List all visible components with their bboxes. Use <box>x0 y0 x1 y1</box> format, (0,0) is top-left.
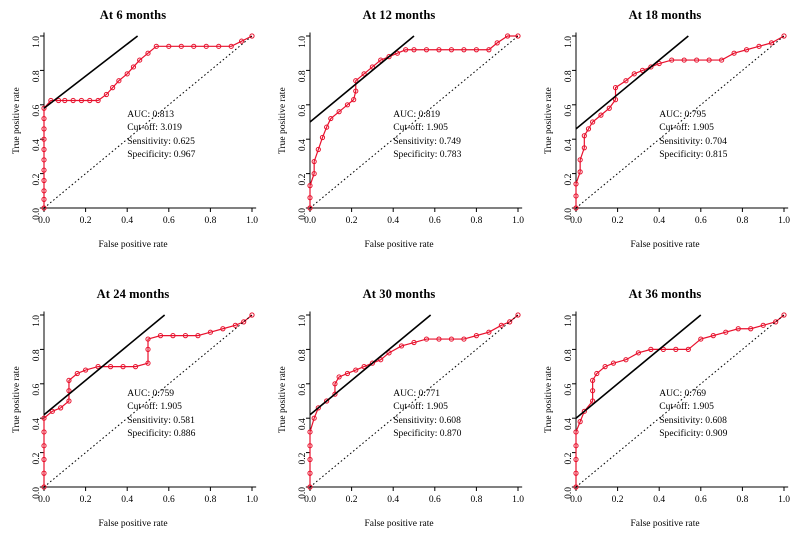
x-tick-label: 0.6 <box>162 495 175 505</box>
stat-auc: AUC: 0.795 <box>659 109 707 121</box>
x-axis-label: False positive rate <box>630 519 700 529</box>
y-tick-label: 0.6 <box>32 104 43 117</box>
x-tick-label: 0.6 <box>162 216 175 226</box>
x-tick-label: 0.2 <box>79 216 92 226</box>
stats-annotation <box>659 108 727 161</box>
roc-panel <box>266 0 532 279</box>
y-tick-label: 0.4 <box>298 139 309 152</box>
x-tick-label: 0.0 <box>570 216 582 226</box>
y-tick-label: 0.8 <box>298 349 309 362</box>
x-tick-label: 0.8 <box>470 495 483 505</box>
x-tick-label: 1.0 <box>512 216 524 226</box>
y-axis-label: True positive rate <box>544 87 554 154</box>
x-tick-label: 0.4 <box>653 495 666 505</box>
y-tick-label: 0.2 <box>298 173 309 186</box>
stat-sensitivity: Sensitivity: 0.608 <box>659 414 727 426</box>
panel-title: At 30 months <box>362 287 436 301</box>
y-tick-label: 0.2 <box>298 452 309 465</box>
y-tick-label: 1.0 <box>32 36 43 48</box>
y-tick-label: 0.4 <box>298 418 309 431</box>
y-tick-label: 0.4 <box>564 139 575 152</box>
stat-cutoff: Cut-off: 1.905 <box>127 401 182 413</box>
stat-specificity: Specificity: 0.886 <box>127 427 196 439</box>
stat-auc: AUC: 0.813 <box>127 109 175 121</box>
y-tick-label: 0.6 <box>298 104 309 117</box>
stats-annotation <box>127 108 195 161</box>
x-tick-label: 0.4 <box>387 216 400 226</box>
roc-panel <box>0 0 266 279</box>
x-axis-label: False positive rate <box>98 519 168 529</box>
y-tick-label: 0.0 <box>32 487 43 499</box>
stat-sensitivity: Sensitivity: 0.749 <box>393 135 461 147</box>
y-tick-label: 0.6 <box>564 104 575 117</box>
y-tick-label: 0.2 <box>564 452 575 465</box>
x-tick-label: 0.6 <box>428 216 441 226</box>
y-tick-label: 0.0 <box>564 487 575 499</box>
y-axis-label: True positive rate <box>278 366 288 433</box>
stat-cutoff: Cut-off: 1.905 <box>659 401 714 413</box>
x-tick-label: 0.2 <box>79 495 92 505</box>
x-tick-label: 0.0 <box>304 216 316 226</box>
x-tick-label: 0.0 <box>38 216 50 226</box>
stat-auc: AUC: 0.771 <box>393 388 441 400</box>
y-axis-label: True positive rate <box>544 366 554 433</box>
y-axis-label: True positive rate <box>278 87 288 154</box>
y-tick-label: 0.8 <box>32 70 43 83</box>
x-axis-label: False positive rate <box>98 240 168 250</box>
x-tick-label: 0.4 <box>387 495 400 505</box>
roc-panel <box>266 279 532 558</box>
stats-annotation <box>659 387 727 440</box>
y-tick-label: 1.0 <box>298 36 309 48</box>
x-tick-label: 0.6 <box>428 495 441 505</box>
stat-specificity: Specificity: 0.815 <box>659 148 728 160</box>
y-tick-label: 0.2 <box>32 452 43 465</box>
stats-annotation <box>393 108 461 161</box>
tangent-reference-line <box>44 36 138 108</box>
panel-title: At 36 months <box>628 287 702 301</box>
y-axis-label: True positive rate <box>12 366 22 433</box>
x-tick-label: 0.8 <box>470 216 483 226</box>
x-tick-label: 1.0 <box>246 216 258 226</box>
stat-cutoff: Cut-off: 1.905 <box>659 122 714 134</box>
stat-specificity: Specificity: 0.870 <box>393 427 462 439</box>
stat-cutoff: Cut-off: 1.905 <box>393 401 448 413</box>
x-tick-label: 0.4 <box>653 216 666 226</box>
stat-auc: AUC: 0.819 <box>393 109 441 121</box>
x-axis-label: False positive rate <box>630 240 700 250</box>
y-tick-label: 0.6 <box>32 383 43 396</box>
x-axis-label: False positive rate <box>364 519 434 529</box>
y-tick-label: 0.4 <box>32 418 43 431</box>
y-tick-label: 1.0 <box>298 315 309 327</box>
panel-title: At 24 months <box>96 287 170 301</box>
x-tick-label: 1.0 <box>778 495 790 505</box>
x-tick-label: 0.8 <box>204 216 217 226</box>
y-tick-label: 0.4 <box>32 139 43 152</box>
stat-auc: AUC: 0.759 <box>127 388 175 400</box>
y-tick-label: 1.0 <box>564 315 575 327</box>
stat-cutoff: Cut-off: 3.019 <box>127 122 182 134</box>
y-tick-label: 0.8 <box>564 349 575 362</box>
stat-auc: AUC: 0.769 <box>659 388 707 400</box>
stat-sensitivity: Sensitivity: 0.581 <box>127 414 195 426</box>
y-tick-label: 0.0 <box>298 208 309 220</box>
y-tick-label: 0.2 <box>32 173 43 186</box>
roc-panel <box>0 279 266 558</box>
stat-sensitivity: Sensitivity: 0.625 <box>127 135 195 147</box>
y-tick-label: 1.0 <box>32 315 43 327</box>
panel-title: At 12 months <box>362 8 436 22</box>
x-tick-label: 1.0 <box>246 495 258 505</box>
x-tick-label: 1.0 <box>778 216 790 226</box>
x-tick-label: 0.2 <box>345 216 358 226</box>
y-tick-label: 0.6 <box>564 383 575 396</box>
panel-title: At 18 months <box>628 8 702 22</box>
y-tick-label: 1.0 <box>564 36 575 48</box>
x-tick-label: 0.4 <box>121 216 134 226</box>
x-tick-label: 0.8 <box>204 495 217 505</box>
stat-sensitivity: Sensitivity: 0.608 <box>393 414 461 426</box>
y-tick-label: 0.6 <box>298 383 309 396</box>
y-tick-label: 0.4 <box>564 418 575 431</box>
stats-annotation <box>393 387 461 440</box>
y-tick-label: 0.0 <box>32 208 43 220</box>
x-tick-label: 0.2 <box>611 495 624 505</box>
stat-specificity: Specificity: 0.967 <box>127 148 196 160</box>
x-tick-label: 0.0 <box>304 495 316 505</box>
x-tick-label: 0.0 <box>38 495 50 505</box>
stats-annotation <box>127 387 195 440</box>
y-tick-label: 0.2 <box>564 173 575 186</box>
y-tick-label: 0.8 <box>32 349 43 362</box>
y-axis-label: True positive rate <box>12 87 22 154</box>
stat-sensitivity: Sensitivity: 0.704 <box>659 135 727 147</box>
x-tick-label: 0.8 <box>736 495 749 505</box>
y-tick-label: 0.0 <box>564 208 575 220</box>
x-tick-label: 0.6 <box>694 216 707 226</box>
x-tick-label: 1.0 <box>512 495 524 505</box>
roc-panel <box>532 0 798 279</box>
x-tick-label: 0.0 <box>570 495 582 505</box>
stat-specificity: Specificity: 0.783 <box>393 148 462 160</box>
x-tick-label: 0.8 <box>736 216 749 226</box>
y-tick-label: 0.8 <box>298 70 309 83</box>
stat-specificity: Specificity: 0.909 <box>659 427 728 439</box>
x-tick-label: 0.4 <box>121 495 134 505</box>
y-tick-label: 0.8 <box>564 70 575 83</box>
roc-panel <box>532 279 798 558</box>
y-tick-label: 0.0 <box>298 487 309 499</box>
panel-title: At 6 months <box>99 8 167 22</box>
x-tick-label: 0.2 <box>611 216 624 226</box>
x-axis-label: False positive rate <box>364 240 434 250</box>
x-tick-label: 0.6 <box>694 495 707 505</box>
x-tick-label: 0.2 <box>345 495 358 505</box>
stat-cutoff: Cut-off: 1.905 <box>393 122 448 134</box>
